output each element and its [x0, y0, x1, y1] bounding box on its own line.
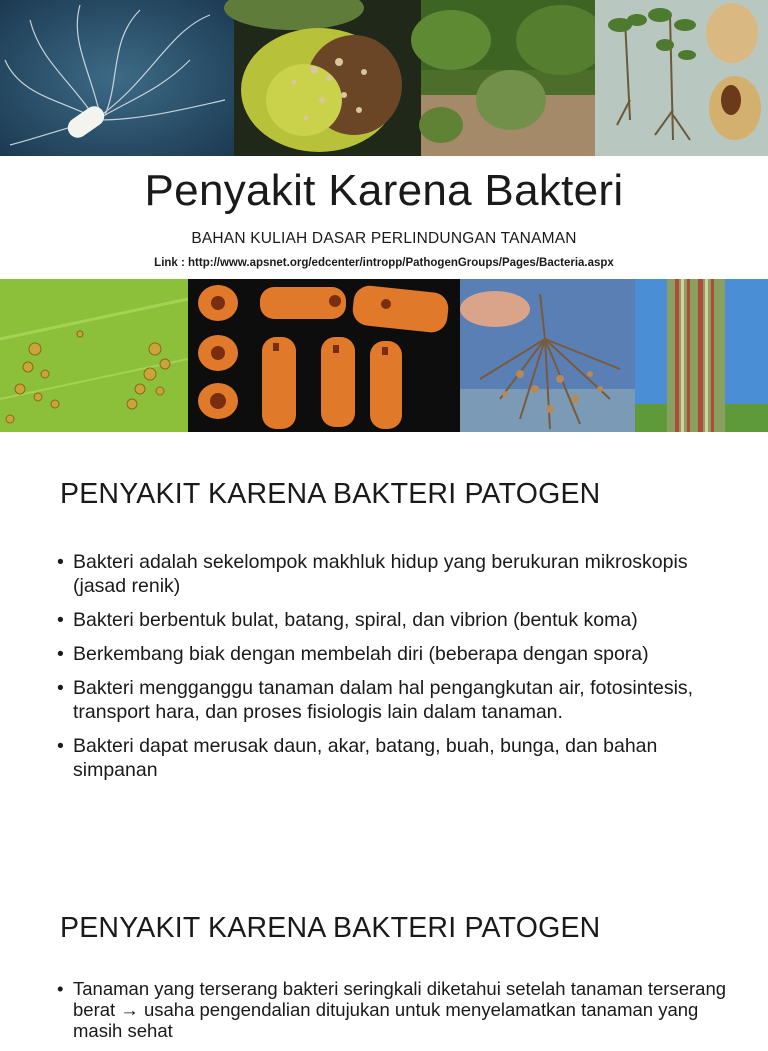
subtitle: BAHAN KULIAH DASAR PERLINDUNGAN TANAMAN — [191, 230, 577, 247]
section-heading: PENYAKIT KARENA BAKTERI PATOGEN — [60, 478, 601, 510]
bacterium-flagella-photo — [0, 0, 234, 156]
list-item — [57, 550, 727, 598]
wilted-plant-field-photo — [421, 0, 595, 156]
fruit-scab-photo — [234, 0, 421, 156]
striped-stem-photo — [635, 279, 768, 432]
bullet-text: Bakteri adalah sekelompok makhluk hidup yang berukuran mikroskopis (jasad renik) — [73, 551, 688, 597]
bullet-text: Berkembang biak dengan membelah diri (beberapa dengan spora) — [73, 643, 649, 665]
list-item — [57, 734, 727, 782]
section-heading: PENYAKIT KARENA BAKTERI PATOGEN — [60, 912, 601, 944]
top-photo-strip — [0, 0, 768, 156]
seedlings-tubers-photo — [595, 0, 768, 156]
title-block — [0, 156, 768, 279]
bullet-text: Bakteri dapat merusak daun, akar, batang, buah, bunga, dan bahan simpanan — [73, 735, 658, 781]
bullet-marker: • — [57, 609, 64, 631]
source-link[interactable]: Link : http://www.apsnet.org/edcenter/intropp/PathogenGroups/Pages/Bacteria.aspx — [154, 257, 614, 269]
bullet-text: Tanaman yang terserang bakteri seringkali diketahui setelah tanaman terserang berat → usaha pengendalian ditujukan untuk menyelamatkan tanaman yang masih sehat — [73, 978, 727, 1041]
bullet-marker: • — [57, 978, 64, 999]
bullet-list — [57, 978, 727, 1051]
bullet-list — [57, 550, 727, 792]
page-title: Penyakit Karena Bakteri — [144, 166, 624, 215]
bullet-text: Bakteri mengganggu tanaman dalam hal pengangkutan air, fotosintesis, transport hara, dan proses fisiologis lain dalam tanaman. — [73, 677, 694, 723]
root-galls-photo — [460, 279, 635, 432]
leaf-spots-photo — [0, 279, 188, 432]
list-item — [57, 608, 727, 632]
middle-photo-strip — [0, 279, 768, 432]
bullet-marker: • — [57, 735, 64, 757]
list-item — [57, 642, 727, 666]
carrot-soft-rot-photo — [188, 279, 460, 432]
bullet-text: Bakteri berbentuk bulat, batang, spiral, dan vibrion (bentuk koma) — [73, 609, 638, 631]
list-item — [57, 978, 727, 1041]
list-item — [57, 676, 727, 724]
bullet-marker: • — [57, 677, 64, 699]
bullet-marker: • — [57, 551, 64, 573]
bullet-marker: • — [57, 643, 64, 665]
